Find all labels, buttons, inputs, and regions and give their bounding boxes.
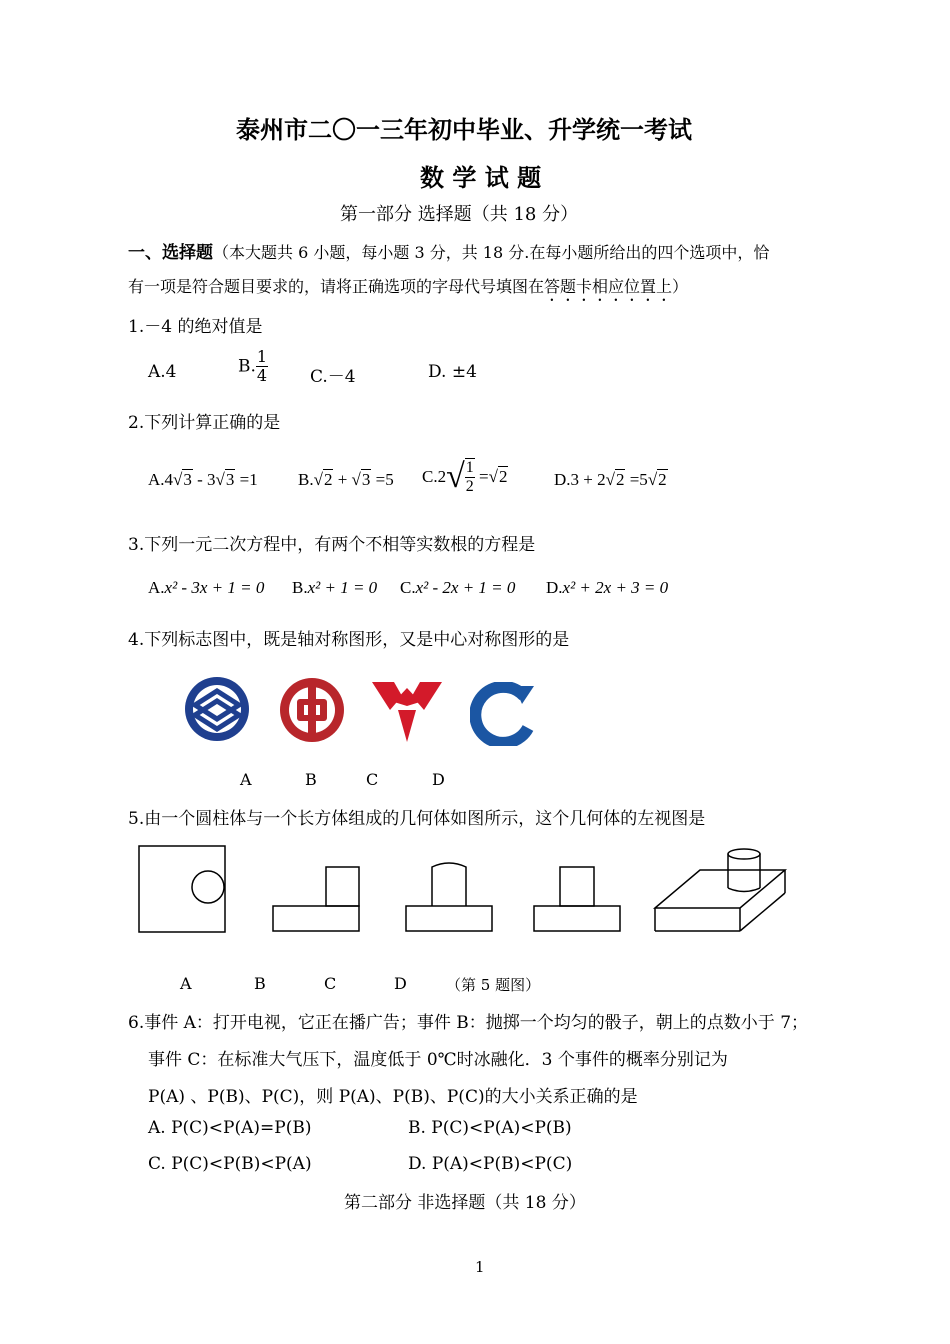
q2-c-eq: = [474, 467, 489, 486]
section1-emphasis: 答题卡相应位置上 [544, 277, 673, 296]
q3-b-label: B. [292, 578, 308, 597]
q2-option-c [422, 458, 508, 496]
q2-a-result: =1 [235, 470, 258, 489]
q3-a-expr: x² - 3x + 1 = 0 [164, 578, 265, 597]
q2-b-rad1: 2 [323, 470, 333, 489]
q6-option-c: C. P(C)<P(B)<P(A) [148, 1154, 312, 1174]
q1-option-b [238, 348, 268, 385]
section1-label: 一、选择题 [128, 243, 213, 263]
q5-view-a [139, 846, 225, 932]
section1-line1 [128, 238, 769, 263]
q3-c-expr: x² - 2x + 1 = 0 [415, 578, 516, 597]
china-mobile-logo-icon [183, 675, 251, 743]
q5-3d-solid [655, 849, 785, 931]
q5-stem: 5.由一个圆柱体与一个长方体组成的几何体如图所示，这个几何体的左视图是 [128, 809, 706, 829]
q2-option-d [554, 470, 668, 490]
q5-view-c [406, 863, 492, 931]
sqrt-icon: √2 [605, 470, 625, 489]
q4-stem: 4.下列标志图中，既是轴对称图形，又是中心对称图形的是 [128, 630, 570, 650]
q2-a-rad2: 3 [225, 470, 235, 489]
q5-label-a: A [180, 974, 192, 993]
q3-a-label: A. [148, 578, 165, 597]
q2-c-rad2: 2 [498, 467, 508, 486]
section1-desc1: （本大题共 6 小题，每小题 3 分，共 18 分.在每小题所给出的四个选项中，恰 [213, 243, 770, 262]
bank-of-china-logo-icon [278, 676, 346, 744]
q2-d-eq: =5 [625, 470, 648, 489]
q3-d-label: D. [546, 578, 563, 597]
q2-b-term2: + [333, 470, 352, 489]
q3-c-label: C. [400, 578, 416, 597]
q3-option-d [546, 578, 668, 598]
q1-b-fraction [256, 348, 268, 385]
q2-b-rad2: 3 [361, 470, 371, 489]
q3-option-a [148, 578, 264, 598]
q1-option-c: C.－4 [310, 367, 356, 387]
q2-c-label: C. [422, 467, 438, 486]
q6-line2: 事件 C：在标准大气压下，温度低于 0℃时冰融化．3 个事件的概率分别记为 [148, 1050, 728, 1070]
sqrt-icon: √3 [351, 470, 371, 489]
q6-option-a: A. P(C)<P(A)=P(B) [148, 1118, 312, 1138]
q3-option-b [292, 578, 377, 598]
sqrt-icon: √3 [215, 470, 235, 489]
q2-a-term2: - 3 [192, 470, 216, 489]
q4-label-b: B [305, 770, 317, 789]
q3-option-c [400, 578, 515, 598]
q2-d-rad1: 2 [615, 470, 625, 489]
sqrt-icon: √2 [488, 467, 508, 486]
q5-label-c: C [324, 974, 337, 993]
q5-view-b [273, 867, 359, 931]
q2-c-den: 2 [465, 478, 474, 495]
q1-b-den: 4 [256, 366, 268, 385]
sqrt-icon: √2 [647, 470, 667, 489]
q2-stem: 2.下列计算正确的是 [128, 413, 281, 433]
q2-d-rad2: 2 [658, 470, 667, 489]
q1-b-prefix: B. [238, 356, 256, 377]
section1-desc2: 有一项是符合题目要求的，请将正确选项的字母代号填图在 [128, 277, 545, 296]
q2-d-term: 3 + 2 [570, 470, 606, 489]
q3-b-expr: x² + 1 = 0 [307, 578, 378, 597]
q5-view-d [534, 867, 620, 931]
q5-caption: （第 5 题图） [446, 976, 541, 994]
q5-figures [130, 840, 800, 940]
q5-label-d: D [394, 974, 407, 993]
q2-b-result: =5 [371, 470, 394, 489]
part2-heading: 第二部分 非选择题（共 18 分） [344, 1193, 586, 1213]
section1-desc2-end: ） [672, 277, 689, 296]
q4-label-a: A [240, 770, 252, 789]
sqrt-icon: √2 [313, 470, 333, 489]
q2-a-term: 4 [164, 470, 174, 489]
q2-b-label: B. [298, 470, 314, 489]
red-v-logo-icon [372, 680, 442, 744]
q1-b-num: 1 [256, 347, 268, 366]
part1-heading: 第一部分 选择题（共 18 分） [340, 204, 579, 225]
q1-option-d: D. ±4 [428, 362, 477, 382]
sqrt-icon: √ [446, 458, 465, 495]
q2-c-fraction [465, 458, 475, 496]
q6-line3: P(A) 、P(B)、P(C)，则 P(A)、P(B)、P(C)的大小关系正确的是 [148, 1087, 638, 1107]
sqrt-icon: √3 [173, 470, 192, 489]
page-number: 1 [475, 1258, 485, 1276]
q1-option-a: A.4 [148, 362, 177, 382]
q3-stem: 3.下列一元二次方程中，有两个不相等实数根的方程是 [128, 535, 536, 555]
q5-label-b: B [254, 974, 266, 993]
subject-title: 数 学 试 题 [420, 164, 542, 192]
q2-c-num: 1 [465, 459, 474, 476]
q2-a-rad1: 3 [183, 470, 192, 489]
q6-option-d: D. P(A)<P(B)<P(C) [408, 1154, 573, 1174]
q1-stem: 1.－4 的绝对值是 [128, 317, 263, 337]
exam-title: 泰州市二〇一三年初中毕业、升学统一考试 [236, 116, 692, 144]
q2-c-term: 2 [437, 467, 447, 486]
q2-a-label: A. [148, 470, 165, 489]
q2-d-label: D. [554, 470, 571, 489]
q4-label-c: C [366, 770, 379, 789]
q2-option-a [148, 470, 258, 490]
q2-option-b [298, 470, 394, 490]
construction-bank-logo-icon [470, 682, 536, 746]
q4-label-d: D [432, 770, 445, 789]
q3-d-expr: x² + 2x + 3 = 0 [562, 578, 669, 597]
section1-line2 [128, 274, 688, 305]
q6-line1: 6.事件 A：打开电视，它正在播广告；事件 B：抛掷一个均匀的骰子，朝上的点数小于 7； [128, 1013, 809, 1033]
q6-option-b: B. P(C)<P(A)<P(B) [408, 1118, 572, 1138]
